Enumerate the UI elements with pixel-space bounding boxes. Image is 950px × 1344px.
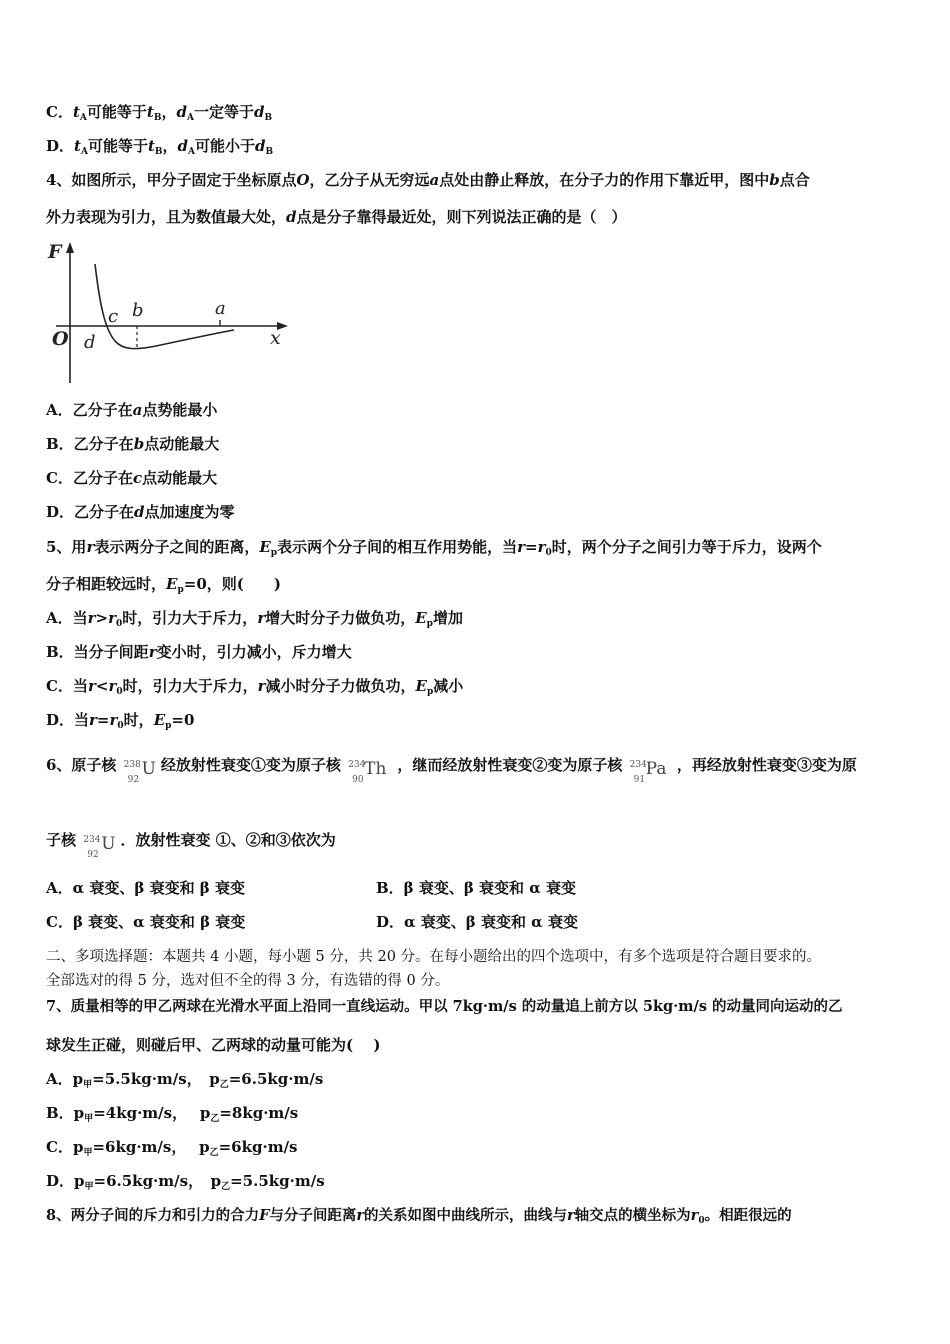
q7-option-b: B．$p_甲=4kg\cdot m/s$， $p_乙=8kg\cdot m/s$ xyxy=(46,1104,299,1124)
graph-label-a: a xyxy=(215,298,226,319)
q6-stem-line2: 子核 234 92 U ．放射性衰变 ①、②和③依次为 xyxy=(46,825,336,855)
q8-stem-line1: 8、两分子间的斥力和引力的合力F与分子间距离r的关系如图中曲线所示，曲线与r轴交点的横坐标为$r_0$。相距很远的 xyxy=(46,1207,792,1226)
q5-option-d: D．当$r=r_0$时，$E_p=0$ xyxy=(46,711,195,731)
q6-option-a: A．α 衰变、β 衰变和 β 衰变 xyxy=(46,879,245,897)
q7-option-a: A．$p_甲=5.5kg\cdot m/s$， $p_乙=6.5kg\cdot m/s$ xyxy=(46,1070,324,1090)
q6-option-d: D．α 衰变、β 衰变和 α 衰变 xyxy=(376,913,578,931)
q4-stem-line2: 外力表现为引力，且为数值最大处，d点是分子靠得最近处，则下列说法正确的是（ ） xyxy=(46,208,627,226)
q4-option-c: C．乙分子在c点动能最大 xyxy=(46,469,218,487)
q7-option-c: C．$p_甲=6kg\cdot m/s$， $p_乙=6kg\cdot m/s$ xyxy=(46,1138,298,1158)
q4-stem-line1: 4、如图所示，甲分子固定于坐标原点O，乙分子从无穷远a点处由静止释放，在分子力的作用下靠近甲，图中b点合 xyxy=(46,171,810,189)
q3-option-d: D．$t_A$可能等于$t_B$，$d_A$可能小于$d_B$ xyxy=(46,137,274,157)
nuclide-pa234: 234 91 Pa xyxy=(629,759,667,785)
nuclide-th234: 234 90 Th xyxy=(348,759,387,785)
q4-force-graph xyxy=(44,238,294,386)
q3-option-c: C．$t_A$可能等于$t_B$，$d_A$一定等于$d_B$ xyxy=(46,103,273,123)
q7-stem-line2: 球发生正碰，则碰后甲、乙两球的动量可能为( ) xyxy=(46,1036,381,1054)
graph-label-b: b xyxy=(132,300,144,321)
q4-option-a: A．乙分子在a点势能最小 xyxy=(46,401,218,419)
q4-option-b: B．乙分子在b点动能最大 xyxy=(46,435,220,453)
q7-option-d: D．$p_甲=6.5kg\cdot m/s$， $p_乙=5.5kg\cdot m/s$ xyxy=(46,1172,325,1192)
q5-option-a: A．当$r>r_0$时，引力大于斥力，r增大时分子力做负功，$E_p$增加 xyxy=(46,609,463,629)
graph-y-arrow xyxy=(66,242,74,253)
graph-label-c: c xyxy=(108,306,119,327)
nuclide-u234: 234 92 U xyxy=(83,834,116,860)
graph-label-d: d xyxy=(84,332,96,353)
q5-option-b: B．当分子间距r变小时，引力减小，斥力增大 xyxy=(46,643,352,661)
q5-option-c: C．当$r<r_0$时，引力大于斥力，r减小时分子力做负功，$E_p$减小 xyxy=(46,677,464,697)
q7-stem-line1: 7、质量相等的甲乙两球在光滑水平面上沿同一直线运动。甲以 7kg·m/s 的动量追上前方以 5kg·m/s 的动量同向运动的乙 xyxy=(46,998,843,1015)
nuclide-u238: 238 92 U xyxy=(123,759,156,785)
q6-stem-line1: 6、原子核 238 92 U 经放射性衰变①变为原子核 234 90 Th ，继而经放射性衰变②变为原子核 234 91 Pa ，再经放射性衰变③变为原 xyxy=(46,750,857,780)
q5-stem-line2: 分子相距较远时，$E_p=0$，则( ) xyxy=(46,575,281,595)
q6-option-b: B．β 衰变、β 衰变和 α 衰变 xyxy=(376,879,577,897)
q4-option-d: D．乙分子在d点加速度为零 xyxy=(46,503,235,521)
graph-label-f: F xyxy=(48,241,62,263)
section2-instructions-line1: 二、多项选择题：本题共 4 小题，每小题 5 分，共 20 分。在每小题给出的四个选项中，有多个选项是符合题目要求的。 xyxy=(46,949,822,965)
graph-label-o: O xyxy=(52,328,69,350)
q5-stem-line1: 5、用r表示两分子之间的距离，$E_p$表示两个分子间的相互作用势能，当$r=r_0$时，两个分子之间引力等于斥力，设两个 xyxy=(46,538,822,558)
section2-instructions-line2: 全部选对的得 5 分，选对但不全的得 3 分，有选错的得 0 分。 xyxy=(46,973,450,989)
q6-option-c: C．β 衰变、α 衰变和 β 衰变 xyxy=(46,913,246,931)
graph-label-x: x xyxy=(270,327,281,349)
